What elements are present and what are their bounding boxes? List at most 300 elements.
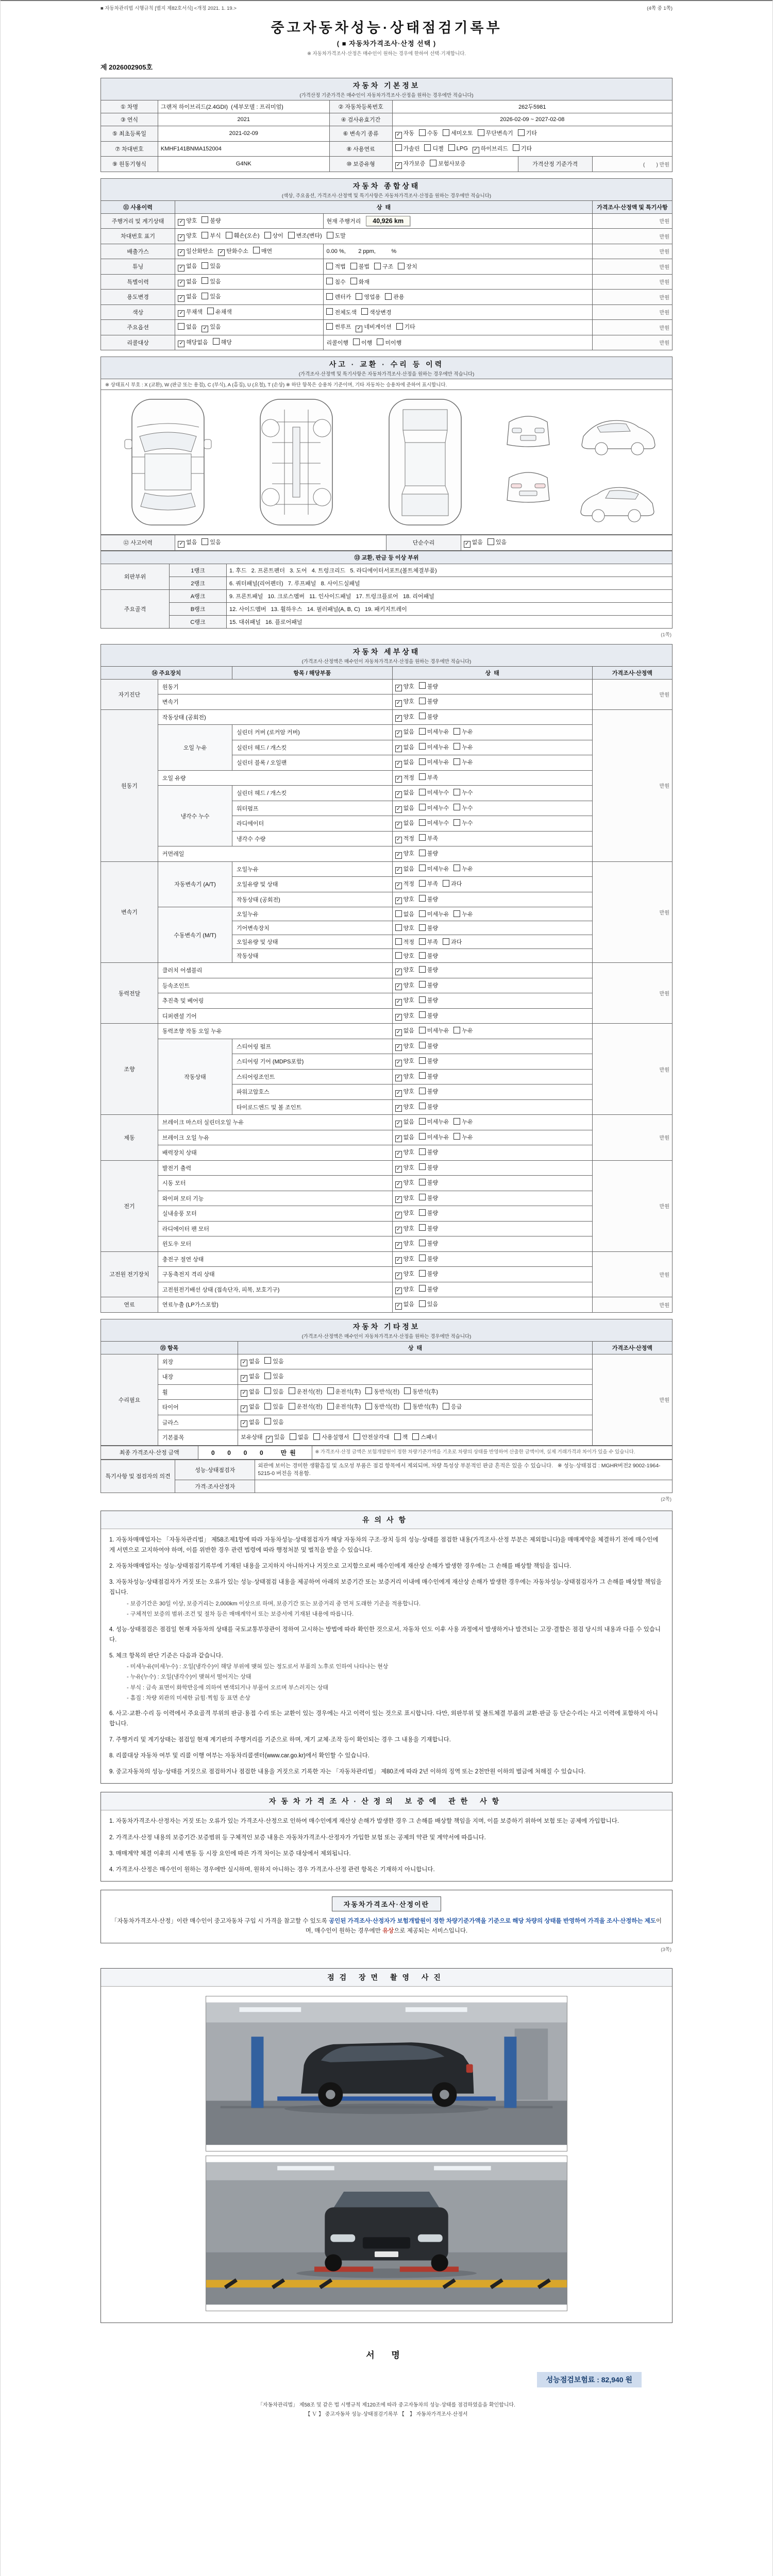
checkbox-유채색[interactable] bbox=[207, 308, 232, 316]
checkbox-icon[interactable]: ✓ bbox=[395, 731, 402, 737]
checkbox-icon[interactable] bbox=[394, 1433, 401, 1440]
checkbox-icon[interactable]: ✓ bbox=[395, 685, 402, 691]
checkbox-icon[interactable]: ✓ bbox=[395, 791, 402, 798]
checkbox-없음[interactable] bbox=[178, 538, 197, 548]
checkbox-icon[interactable]: ✓ bbox=[218, 249, 225, 256]
checkbox-자동[interactable] bbox=[395, 129, 414, 139]
checkbox-불량[interactable] bbox=[419, 1178, 438, 1187]
checkbox-icon[interactable] bbox=[419, 1042, 426, 1048]
checkbox-양호[interactable] bbox=[395, 1178, 414, 1188]
checkbox-icon[interactable]: ✓ bbox=[395, 867, 402, 874]
checkbox-불량[interactable] bbox=[419, 1011, 438, 1020]
checkbox-icon[interactable] bbox=[419, 880, 426, 887]
checkbox-부족[interactable] bbox=[419, 938, 438, 946]
checkbox-양호[interactable] bbox=[395, 1194, 414, 1204]
checkbox-양호[interactable] bbox=[395, 849, 414, 859]
checkbox-양호[interactable] bbox=[395, 1148, 414, 1158]
checkbox-있음[interactable] bbox=[419, 1300, 438, 1308]
checkbox-icon[interactable] bbox=[419, 1255, 426, 1261]
checkbox-있음[interactable] bbox=[488, 538, 507, 546]
checkbox-불량[interactable] bbox=[419, 1103, 438, 1111]
checkbox-운전석(전)[interactable] bbox=[289, 1387, 323, 1396]
checkbox-icon[interactable]: ✓ bbox=[395, 822, 402, 828]
checkbox-icon[interactable] bbox=[201, 538, 208, 545]
checkbox-없음[interactable] bbox=[464, 538, 483, 548]
checkbox-icon[interactable] bbox=[478, 129, 484, 136]
checkbox-양호[interactable] bbox=[395, 1269, 414, 1279]
checkbox-불량[interactable] bbox=[419, 1057, 438, 1065]
checkbox-불량[interactable] bbox=[419, 965, 438, 974]
checkbox-icon[interactable]: ✓ bbox=[178, 541, 184, 548]
checkbox-icon[interactable] bbox=[419, 996, 426, 1003]
checkbox-양호[interactable] bbox=[395, 713, 414, 722]
checkbox-icon[interactable]: ✓ bbox=[395, 999, 402, 1006]
checkbox-icon[interactable] bbox=[353, 338, 360, 345]
checkbox-icon[interactable] bbox=[419, 1118, 426, 1125]
checkbox-LPG[interactable] bbox=[448, 144, 468, 152]
checkbox-없음[interactable] bbox=[241, 1372, 260, 1382]
checkbox-icon[interactable] bbox=[443, 938, 449, 945]
checkbox-icon[interactable] bbox=[453, 758, 460, 765]
checkbox-불량[interactable] bbox=[419, 1042, 438, 1050]
checkbox-icon[interactable]: ✓ bbox=[395, 852, 402, 859]
checkbox-불량[interactable] bbox=[419, 697, 438, 705]
checkbox-icon[interactable] bbox=[404, 1387, 411, 1394]
checkbox-양호[interactable] bbox=[395, 981, 414, 991]
checkbox-탄화수소[interactable] bbox=[218, 247, 248, 257]
checkbox-icon[interactable]: ✓ bbox=[178, 219, 184, 226]
checkbox-icon[interactable]: ✓ bbox=[395, 1105, 402, 1112]
checkbox-누유[interactable] bbox=[453, 727, 473, 736]
checkbox-전체도색[interactable] bbox=[326, 308, 357, 316]
checkbox-icon[interactable] bbox=[361, 308, 368, 315]
checkbox-변조(변타)[interactable] bbox=[288, 231, 322, 240]
checkbox-icon[interactable] bbox=[513, 144, 519, 151]
checkbox-부족[interactable] bbox=[419, 773, 438, 782]
checkbox-icon[interactable]: ✓ bbox=[395, 1303, 402, 1310]
checkbox-icon[interactable] bbox=[430, 160, 436, 166]
checkbox-누유[interactable] bbox=[453, 758, 473, 766]
checkbox-icon[interactable]: ✓ bbox=[395, 1136, 402, 1142]
checkbox-없음[interactable] bbox=[395, 788, 414, 798]
checkbox-icon[interactable] bbox=[453, 804, 460, 810]
checkbox-누유[interactable] bbox=[453, 1133, 473, 1141]
checkbox-불량[interactable] bbox=[419, 1255, 438, 1263]
checkbox-없음[interactable] bbox=[395, 1026, 414, 1036]
checkbox-icon[interactable] bbox=[288, 232, 295, 239]
checkbox-icon[interactable] bbox=[443, 129, 449, 136]
checkbox-있음[interactable] bbox=[264, 1387, 283, 1396]
checkbox-icon[interactable] bbox=[419, 1240, 426, 1246]
checkbox-부식[interactable] bbox=[201, 231, 221, 240]
checkbox-양호[interactable] bbox=[178, 231, 197, 241]
checkbox-관용[interactable] bbox=[385, 293, 404, 301]
checkbox-icon[interactable]: ✓ bbox=[395, 1044, 402, 1051]
checkbox-미세누유[interactable] bbox=[419, 1026, 449, 1035]
checkbox-icon[interactable] bbox=[419, 773, 426, 780]
checkbox-icon[interactable] bbox=[385, 293, 392, 300]
checkbox-icon[interactable] bbox=[395, 924, 402, 931]
checkbox-icon[interactable]: ✓ bbox=[395, 1287, 402, 1294]
checkbox-양호[interactable] bbox=[395, 924, 414, 932]
checkbox-없음[interactable] bbox=[241, 1387, 260, 1397]
checkbox-icon[interactable] bbox=[201, 216, 208, 223]
checkbox-icon[interactable]: ✓ bbox=[395, 806, 402, 813]
checkbox-응급[interactable] bbox=[443, 1402, 462, 1411]
checkbox-적정[interactable] bbox=[395, 938, 414, 946]
checkbox-icon[interactable] bbox=[313, 1433, 320, 1440]
checkbox-icon[interactable] bbox=[419, 1163, 426, 1170]
checkbox-icon[interactable] bbox=[326, 293, 333, 300]
checkbox-icon[interactable]: ✓ bbox=[395, 1196, 402, 1203]
checkbox-icon[interactable]: ✓ bbox=[178, 295, 184, 302]
checkbox-icon[interactable] bbox=[419, 713, 426, 719]
checkbox-icon[interactable] bbox=[419, 924, 426, 931]
checkbox-icon[interactable]: ✓ bbox=[178, 249, 184, 256]
checkbox-누수[interactable] bbox=[453, 819, 473, 827]
checkbox-미세누수[interactable] bbox=[419, 804, 449, 812]
checkbox-icon[interactable] bbox=[419, 698, 426, 704]
checkbox-없음[interactable] bbox=[395, 1117, 414, 1127]
checkbox-일산화탄소[interactable] bbox=[178, 247, 213, 257]
checkbox-icon[interactable]: ✓ bbox=[395, 837, 402, 843]
checkbox-icon[interactable] bbox=[226, 232, 232, 239]
checkbox-icon[interactable]: ✓ bbox=[395, 700, 402, 707]
checkbox-icon[interactable] bbox=[264, 232, 271, 239]
checkbox-운전석(후)[interactable] bbox=[327, 1387, 361, 1396]
checkbox-icon[interactable] bbox=[289, 1403, 295, 1410]
checkbox-icon[interactable]: ✓ bbox=[395, 745, 402, 752]
checkbox-동반석(후)[interactable] bbox=[404, 1402, 438, 1411]
checkbox-디젤[interactable] bbox=[424, 144, 443, 152]
checkbox-양호[interactable] bbox=[178, 216, 197, 226]
checkbox-미세누유[interactable] bbox=[419, 743, 449, 751]
checkbox-icon[interactable] bbox=[419, 850, 426, 856]
checkbox-양호[interactable] bbox=[395, 952, 414, 960]
checkbox-없음[interactable] bbox=[395, 1133, 414, 1143]
checkbox-양호[interactable] bbox=[395, 1163, 414, 1173]
checkbox-icon[interactable] bbox=[264, 1418, 271, 1425]
checkbox-icon[interactable] bbox=[419, 1194, 426, 1200]
checkbox-잭[interactable] bbox=[394, 1433, 408, 1441]
checkbox-icon[interactable] bbox=[419, 938, 426, 945]
checkbox-icon[interactable] bbox=[264, 1387, 271, 1394]
checkbox-이행[interactable] bbox=[353, 338, 372, 347]
checkbox-미이행[interactable] bbox=[377, 338, 401, 347]
checkbox-icon[interactable]: ✓ bbox=[395, 897, 402, 904]
checkbox-양호[interactable] bbox=[395, 1255, 414, 1264]
checkbox-가솔린[interactable] bbox=[395, 144, 420, 152]
checkbox-icon[interactable] bbox=[419, 789, 426, 795]
checkbox-화재[interactable] bbox=[350, 278, 369, 286]
checkbox-icon[interactable] bbox=[264, 1357, 271, 1364]
checkbox-누유[interactable] bbox=[453, 1117, 473, 1126]
checkbox-icon[interactable] bbox=[207, 308, 214, 314]
checkbox-icon[interactable] bbox=[395, 144, 402, 151]
checkbox-없음[interactable] bbox=[178, 292, 197, 302]
checkbox-불량[interactable] bbox=[419, 1269, 438, 1278]
checkbox-미세누유[interactable] bbox=[419, 1117, 449, 1126]
checkbox-icon[interactable]: ✓ bbox=[395, 1075, 402, 1081]
checkbox-없음[interactable] bbox=[241, 1357, 260, 1367]
checkbox-icon[interactable] bbox=[395, 910, 402, 917]
checkbox-침수[interactable] bbox=[326, 278, 345, 286]
checkbox-불량[interactable] bbox=[419, 682, 438, 690]
checkbox-icon[interactable]: ✓ bbox=[395, 132, 402, 139]
checkbox-icon[interactable] bbox=[419, 804, 426, 810]
checkbox-icon[interactable] bbox=[453, 1133, 460, 1140]
checkbox-icon[interactable] bbox=[419, 966, 426, 973]
checkbox-icon[interactable] bbox=[326, 263, 333, 269]
checkbox-운전석(전)[interactable] bbox=[289, 1402, 323, 1411]
checkbox-icon[interactable] bbox=[453, 743, 460, 750]
checkbox-적법[interactable] bbox=[326, 262, 345, 270]
checkbox-icon[interactable] bbox=[289, 1387, 295, 1394]
checkbox-icon[interactable] bbox=[350, 278, 357, 284]
checkbox-무단변속기[interactable] bbox=[478, 129, 513, 137]
checkbox-icon[interactable] bbox=[290, 1433, 296, 1440]
checkbox-양호[interactable] bbox=[395, 1239, 414, 1249]
checkbox-수동[interactable] bbox=[419, 129, 438, 137]
checkbox-양호[interactable] bbox=[395, 1057, 414, 1066]
checkbox-icon[interactable]: ✓ bbox=[395, 776, 402, 783]
checkbox-매연[interactable] bbox=[253, 247, 272, 255]
checkbox-icon[interactable]: ✓ bbox=[473, 147, 479, 154]
checkbox-없음[interactable] bbox=[241, 1418, 260, 1428]
checkbox-icon[interactable]: ✓ bbox=[178, 234, 184, 241]
checkbox-있음[interactable] bbox=[201, 538, 221, 546]
checkbox-icon[interactable]: ✓ bbox=[395, 1029, 402, 1036]
checkbox-icon[interactable]: ✓ bbox=[241, 1390, 247, 1397]
checkbox-icon[interactable] bbox=[419, 1300, 426, 1307]
checkbox-불량[interactable] bbox=[419, 1087, 438, 1095]
checkbox-icon[interactable] bbox=[453, 1118, 460, 1125]
checkbox-icon[interactable] bbox=[395, 938, 402, 945]
checkbox-icon[interactable]: ✓ bbox=[395, 1212, 402, 1218]
checkbox-icon[interactable] bbox=[518, 129, 525, 136]
checkbox-icon[interactable] bbox=[453, 728, 460, 735]
checkbox-불량[interactable] bbox=[419, 713, 438, 721]
checkbox-icon[interactable]: ✓ bbox=[395, 1121, 402, 1127]
checkbox-icon[interactable] bbox=[264, 1372, 271, 1379]
checkbox-icon[interactable] bbox=[453, 789, 460, 795]
checkbox-icon[interactable] bbox=[326, 278, 333, 284]
checkbox-icon[interactable] bbox=[419, 1133, 426, 1140]
checkbox-기타[interactable] bbox=[513, 144, 532, 152]
checkbox-icon[interactable] bbox=[365, 1387, 372, 1394]
checkbox-icon[interactable]: ✓ bbox=[178, 280, 184, 286]
checkbox-icon[interactable] bbox=[419, 758, 426, 765]
checkbox-렌터카[interactable] bbox=[326, 293, 351, 301]
checkbox-누유[interactable] bbox=[453, 743, 473, 751]
checkbox-icon[interactable] bbox=[327, 232, 333, 239]
checkbox-icon[interactable] bbox=[419, 1148, 426, 1155]
checkbox-기타[interactable] bbox=[396, 323, 415, 331]
checkbox-icon[interactable]: ✓ bbox=[241, 1375, 247, 1382]
checkbox-icon[interactable] bbox=[354, 1433, 360, 1440]
checkbox-불량[interactable] bbox=[419, 1239, 438, 1247]
checkbox-불량[interactable] bbox=[419, 952, 438, 960]
checkbox-있음[interactable] bbox=[201, 262, 221, 270]
checkbox-없음[interactable] bbox=[178, 277, 197, 287]
checkbox-누유[interactable] bbox=[453, 865, 473, 873]
checkbox-미세누수[interactable] bbox=[419, 819, 449, 827]
checkbox-세미오토[interactable] bbox=[443, 129, 473, 137]
checkbox-icon[interactable] bbox=[419, 728, 426, 735]
checkbox-해당없음[interactable] bbox=[178, 338, 208, 348]
checkbox-불량[interactable] bbox=[419, 1224, 438, 1232]
checkbox-icon[interactable] bbox=[419, 1103, 426, 1109]
checkbox-icon[interactable]: ✓ bbox=[395, 715, 402, 722]
checkbox-icon[interactable]: ✓ bbox=[395, 1166, 402, 1173]
checkbox-있음[interactable] bbox=[266, 1433, 285, 1443]
checkbox-미세누유[interactable] bbox=[419, 758, 449, 766]
checkbox-icon[interactable] bbox=[419, 981, 426, 988]
checkbox-없음[interactable] bbox=[395, 758, 414, 768]
checkbox-icon[interactable] bbox=[419, 1011, 426, 1018]
checkbox-구조[interactable] bbox=[374, 262, 393, 270]
checkbox-icon[interactable] bbox=[419, 1179, 426, 1185]
checkbox-누수[interactable] bbox=[453, 788, 473, 796]
checkbox-불량[interactable] bbox=[419, 981, 438, 989]
checkbox-icon[interactable] bbox=[419, 865, 426, 871]
checkbox-icon[interactable]: ✓ bbox=[201, 326, 208, 332]
checkbox-icon[interactable]: ✓ bbox=[266, 1436, 273, 1443]
checkbox-icon[interactable]: ✓ bbox=[395, 1014, 402, 1021]
checkbox-icon[interactable]: ✓ bbox=[395, 1151, 402, 1158]
checkbox-icon[interactable]: ✓ bbox=[178, 265, 184, 272]
checkbox-자가보증[interactable] bbox=[395, 159, 426, 169]
checkbox-보험사보증[interactable] bbox=[430, 159, 465, 167]
checkbox-icon[interactable] bbox=[488, 538, 494, 545]
checkbox-icon[interactable] bbox=[178, 323, 184, 330]
checkbox-icon[interactable] bbox=[412, 1433, 419, 1440]
checkbox-불량[interactable] bbox=[419, 1072, 438, 1080]
checkbox-미세누유[interactable] bbox=[419, 727, 449, 736]
checkbox-불법[interactable] bbox=[350, 262, 369, 270]
checkbox-icon[interactable]: ✓ bbox=[395, 984, 402, 990]
checkbox-icon[interactable]: ✓ bbox=[395, 162, 402, 169]
checkbox-영업용[interactable] bbox=[356, 293, 380, 301]
checkbox-불량[interactable] bbox=[419, 849, 438, 857]
checkbox-양호[interactable] bbox=[395, 1209, 414, 1218]
checkbox-icon[interactable] bbox=[395, 952, 402, 959]
checkbox-적정[interactable] bbox=[395, 834, 414, 844]
checkbox-icon[interactable] bbox=[326, 308, 333, 315]
checkbox-해당[interactable] bbox=[213, 338, 232, 346]
checkbox-icon[interactable] bbox=[419, 834, 426, 841]
checkbox-icon[interactable]: ✓ bbox=[395, 883, 402, 889]
checkbox-누유[interactable] bbox=[453, 910, 473, 918]
checkbox-icon[interactable] bbox=[419, 1088, 426, 1094]
checkbox-icon[interactable]: ✓ bbox=[395, 1181, 402, 1188]
checkbox-상이[interactable] bbox=[264, 231, 283, 240]
checkbox-불량[interactable] bbox=[201, 216, 221, 225]
checkbox-스패너[interactable] bbox=[412, 1433, 437, 1441]
checkbox-과다[interactable] bbox=[443, 938, 462, 946]
checkbox-icon[interactable] bbox=[453, 1027, 460, 1033]
checkbox-icon[interactable] bbox=[419, 952, 426, 959]
checkbox-양호[interactable] bbox=[395, 697, 414, 707]
checkbox-장치[interactable] bbox=[398, 262, 417, 270]
checkbox-icon[interactable]: ✓ bbox=[395, 1090, 402, 1097]
checkbox-양호[interactable] bbox=[395, 1103, 414, 1112]
checkbox-icon[interactable] bbox=[419, 1209, 426, 1216]
checkbox-icon[interactable] bbox=[448, 144, 455, 151]
checkbox-icon[interactable]: ✓ bbox=[464, 541, 470, 548]
checkbox-icon[interactable] bbox=[419, 895, 426, 902]
checkbox-불량[interactable] bbox=[419, 996, 438, 1004]
checkbox-적정[interactable] bbox=[395, 879, 414, 889]
checkbox-부족[interactable] bbox=[419, 834, 438, 842]
checkbox-icon[interactable] bbox=[453, 910, 460, 917]
checkbox-양호[interactable] bbox=[395, 1285, 414, 1295]
checkbox-있음[interactable] bbox=[264, 1357, 283, 1365]
checkbox-없음[interactable] bbox=[395, 743, 414, 753]
checkbox-있음[interactable] bbox=[264, 1372, 283, 1380]
checkbox-양호[interactable] bbox=[395, 682, 414, 692]
checkbox-양호[interactable] bbox=[395, 895, 414, 905]
checkbox-불량[interactable] bbox=[419, 1285, 438, 1293]
checkbox-동반석(후)[interactable] bbox=[404, 1387, 438, 1396]
checkbox-있음[interactable] bbox=[201, 277, 221, 285]
checkbox-icon[interactable] bbox=[453, 865, 460, 871]
checkbox-icon[interactable] bbox=[396, 323, 403, 330]
checkbox-양호[interactable] bbox=[395, 1224, 414, 1234]
checkbox-양호[interactable] bbox=[395, 1087, 414, 1097]
checkbox-없음[interactable] bbox=[395, 910, 414, 918]
checkbox-기타[interactable] bbox=[518, 129, 537, 137]
checkbox-icon[interactable]: ✓ bbox=[395, 1273, 402, 1279]
checkbox-icon[interactable]: ✓ bbox=[241, 1405, 247, 1412]
checkbox-미세누유[interactable] bbox=[419, 865, 449, 873]
checkbox-사용설명서[interactable] bbox=[313, 1433, 349, 1441]
checkbox-icon[interactable]: ✓ bbox=[178, 310, 184, 317]
checkbox-icon[interactable] bbox=[419, 1057, 426, 1064]
checkbox-불량[interactable] bbox=[419, 1194, 438, 1202]
checkbox-icon[interactable] bbox=[419, 1027, 426, 1033]
checkbox-무채색[interactable] bbox=[178, 308, 203, 317]
checkbox-양호[interactable] bbox=[395, 965, 414, 975]
checkbox-양호[interactable] bbox=[395, 996, 414, 1006]
checkbox-icon[interactable]: ✓ bbox=[241, 1420, 247, 1427]
checkbox-있음[interactable] bbox=[201, 323, 221, 332]
checkbox-불량[interactable] bbox=[419, 1163, 438, 1172]
checkbox-icon[interactable]: ✓ bbox=[395, 1242, 402, 1249]
checkbox-icon[interactable] bbox=[350, 263, 357, 269]
checkbox-icon[interactable] bbox=[201, 262, 208, 269]
checkbox-없음[interactable] bbox=[395, 1300, 414, 1310]
checkbox-미세누수[interactable] bbox=[419, 788, 449, 796]
checkbox-icon[interactable] bbox=[201, 232, 208, 239]
checkbox-icon[interactable] bbox=[419, 1224, 426, 1231]
checkbox-하이브리드[interactable] bbox=[473, 144, 508, 154]
checkbox-icon[interactable] bbox=[419, 1285, 426, 1292]
checkbox-적정[interactable] bbox=[395, 773, 414, 783]
checkbox-icon[interactable]: ✓ bbox=[395, 761, 402, 768]
checkbox-icon[interactable] bbox=[365, 1403, 372, 1410]
checkbox-동반석(전)[interactable] bbox=[365, 1402, 399, 1411]
checkbox-없음[interactable] bbox=[241, 1402, 260, 1412]
checkbox-icon[interactable]: ✓ bbox=[178, 341, 184, 347]
checkbox-icon[interactable] bbox=[356, 293, 362, 300]
checkbox-icon[interactable]: ✓ bbox=[241, 1360, 247, 1366]
checkbox-네비게이션[interactable] bbox=[356, 323, 391, 332]
checkbox-icon[interactable] bbox=[419, 129, 426, 136]
checkbox-icon[interactable]: ✓ bbox=[395, 1060, 402, 1066]
checkbox-icon[interactable] bbox=[419, 682, 426, 689]
checkbox-불량[interactable] bbox=[419, 895, 438, 903]
